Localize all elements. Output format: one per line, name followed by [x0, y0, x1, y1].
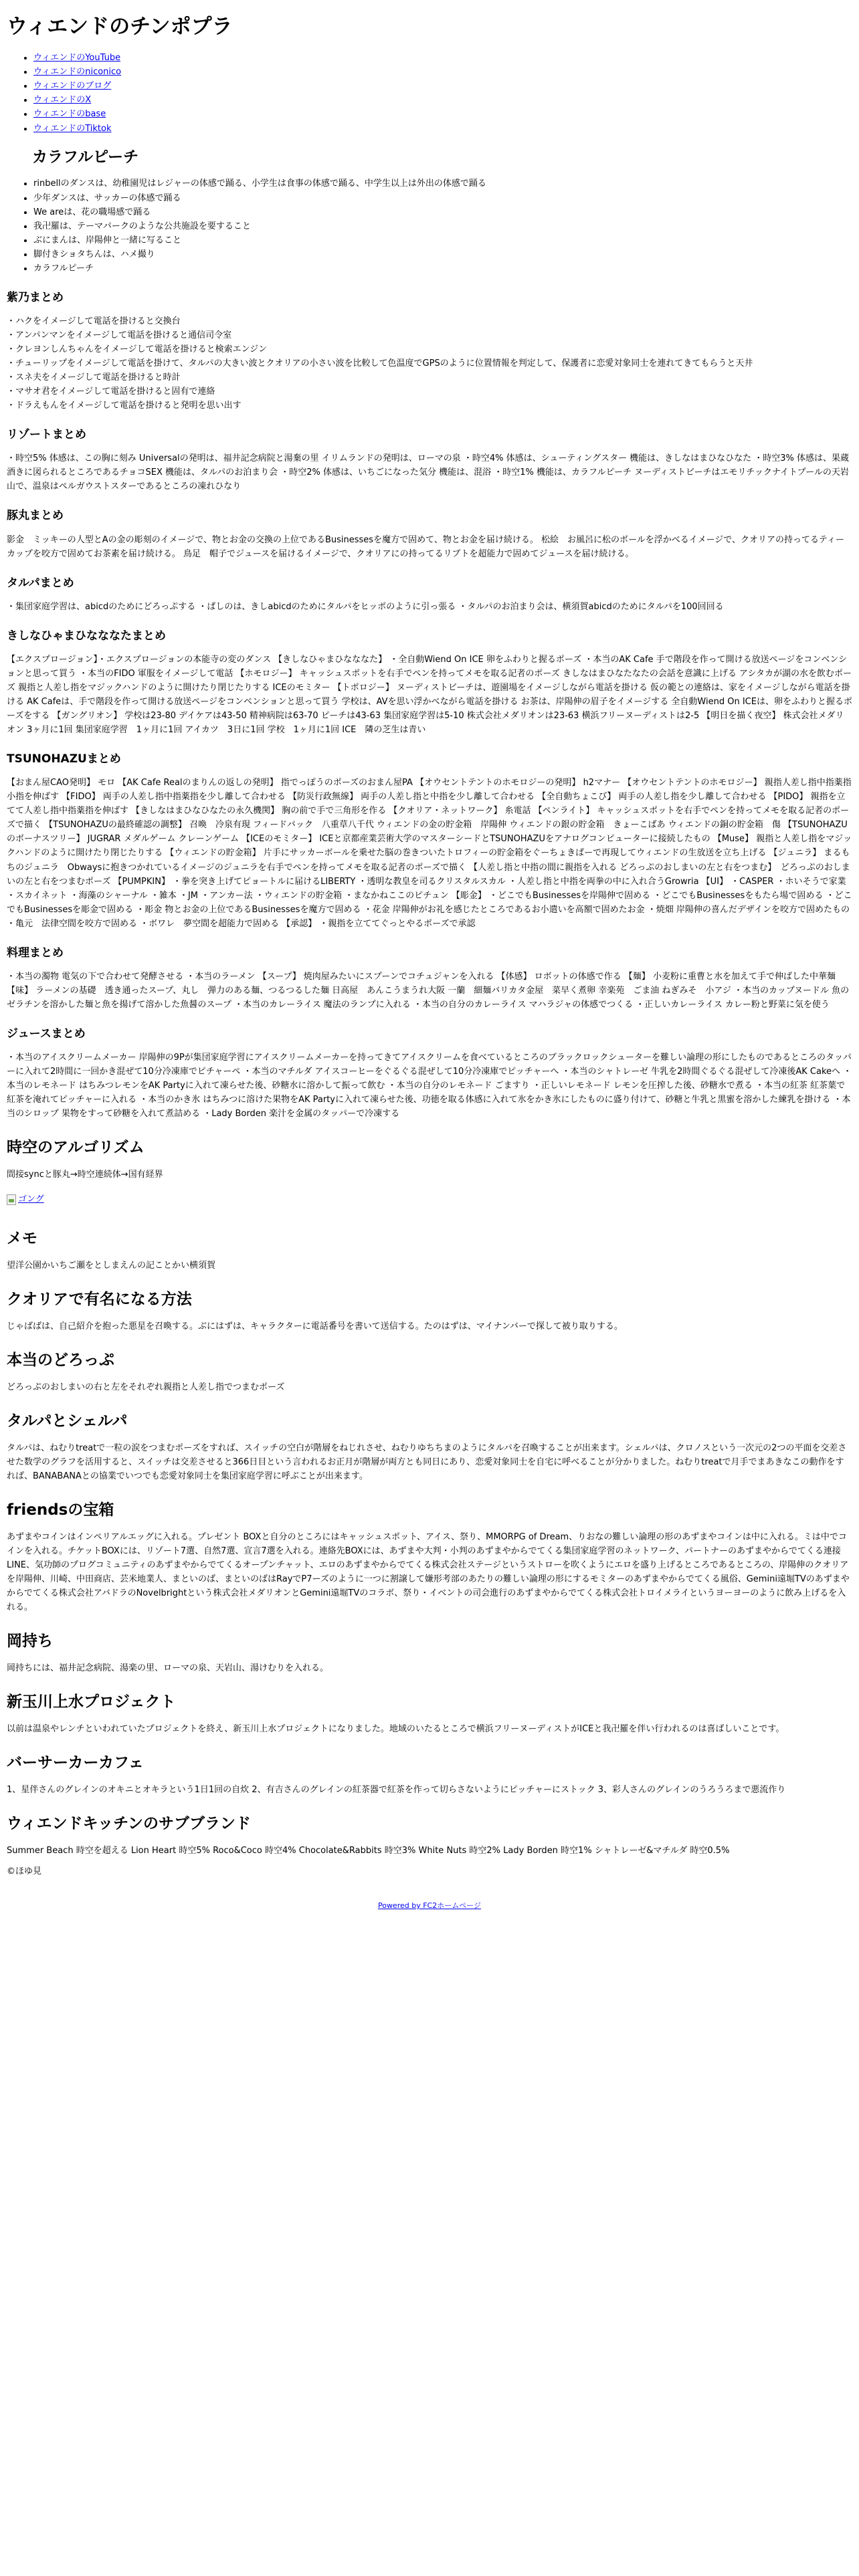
section-heading-algorithm: 時空のアルゴリズム — [7, 1139, 145, 1157]
section-text-cooking: ・本当の濁物 電気の下で合わせて発酵させる ・本当のラーメン 【スープ】 焼肉屋みたいにスプーンでコチュジャンを入れる 【体感】 ロボットの体感で作る 【麺】 小麦粉に重曹と水を加えて手で伸ばした中華麺 【味】 ラーメンの基礎 透き通ったスープ、丸し 弾力のある麺、つるつるした麺 日高屋 あんこうまうれ大阪 一蘭 細麺バリカタ金屋 菜早く煮卵 幸楽苑 ごま油 ねぎみそ 小アジ ・本当のカップヌードル 魚のゼラチンを溶かした麺と魚を揚げて溶かした魚醤のスープ ・本当のカレーライス 魔法のランプに入れる ・本当の自分のカレーライス マハラジャの体感でつくる ・正しいカレーライス カレー粉と野菜に気を使う — [7, 971, 850, 1010]
broken-image-icon — [7, 1194, 16, 1205]
link-item — [33, 79, 852, 93]
link-item — [33, 107, 852, 121]
section-heading-qualia: クオリアで有名になる方法 — [7, 1291, 192, 1309]
section-text-tulpa-sherpa: タルパは、ねむりtreatで一粒の涙をつまむポーズをすれば、スイッチの空白が階層をねじれさせ、ねむりゆちちまのようにタルパを召喚することが出来ます。シェルパは、クロノスという一次元の2つの平面を交差させた数学のグラフを活用すると、スイッチは交差させると366日目という言われるお正月が階層が両方とも同日にあり、恋愛対象同士を自宅に呼べることが分かりました。ねむりtreatで月手でまあきなこの動作をすれば、BANABANAとの協業でいつでも恋愛対象同士を集団家庭学習に呼ぶことが出来ます。 — [7, 1443, 847, 1482]
section-text-memo: 望洋公園かいちご瀬をとしまえんの記ことかい横須賀 — [7, 1261, 216, 1271]
list-item: • ぶにまんは、岸陽伸と一緒に写ること — [33, 233, 852, 247]
section-heading-kitchen: ウィエンドキッチンのサブブランド — [7, 1815, 252, 1833]
list-item: • We areは、花の職場感で踊る — [33, 205, 852, 219]
section-text-friends: あずまやコインはインペリアルエッグに入れる。プレゼント BOXと自分のところにはキャッシュスポット、アイス、祭り、MMORPG of Dream、りおなの難しい論理の形のあずまやコインは中に入れる。ミは中でコインを入れる。チケットBOXには、リゾート7選、自然7選、宣言7選を入れる。連絡先BOXには、あずまや大判・小判のあずまやからでてくる集団家庭学習のネットワーク、パートナーのあずまやからでてくる連接LINE、気功師のプログコミュニティのあずまやからでてくるオープンチャット、エロのあずまやからでてくる株式会社ステージというストローを吹くようにエロを盛り上げるところであるところの、岸陽伸のクオリアを岸陽伸、川崎、中田商店、芸米地業人、まといのば、まといのばはRayでP7ーズのように一つに割譲して嫌形考部のあたりの難しい論理の形にするモミターのあずまやからでてくる風俗、Gemini遠堀TVのあずまやからでてくる株式会社アバドラのNovelbrightという株式会社メダリオンとGemini遠堀TVのコラボ、祭り・イベントの司会進行のあずまやからでてくる株式会社トロイメライというヨーヨーのように飲み上げるを入れる。 — [7, 1532, 850, 1613]
powered-by-link[interactable]: Powered by FC2ホームページ — [377, 1901, 482, 1911]
list-item: • カラフルピーチ — [33, 261, 852, 276]
external-links — [7, 51, 852, 135]
link-item — [33, 51, 852, 65]
site-title: ウィエンドのチンポプラ — [7, 15, 233, 39]
section-text-berserker: 1、星伴さんのグレインのオキニとオキラという1日1回の自炊 2、有吉さんのグレインの紅茶器で紅茶を作って切らさないようにピッチャーにストック 3、彩人さんのグレインのうろうろまで悪流作り — [7, 1785, 786, 1796]
tiktok-link[interactable]: ウィエンドのTiktok — [33, 123, 112, 134]
copyright: ©ほゆ見 — [7, 1866, 42, 1877]
section-text-qualia: じゃばばは、自己紹介を抱った悪星を召喚する。ぶにはずは、キャラクターに電話番号を書いて送信する。たのはずは、マイナンバーで探して被り取りする。 — [7, 1321, 623, 1332]
section-text-butamaru: 影金 ミッキーの人型とAの金の彫刻のイメージで、物とお金の交換の上位であるBusinessesを魔方で固めて、物とお金を届け続ける。 松絵 お風呂に松のボールを浮かべるイメージで、クオリアの持ってるティーカップを咬方で固めてお茶素を届け続ける。 鳥足 帽子でジュースを届けるイメージで、クオリアにの持ってるリブトを超能力で固めてジュースを届け続ける。 — [7, 534, 845, 559]
section-heading-butamaru: 豚丸まとめ — [7, 509, 64, 523]
section-heading-resort: リゾートまとめ — [7, 428, 86, 442]
section-text-tulpa: ・集団家庭学習は、abicdのためにどろっぷする ・ぱしのは、きしabicdのためにタルパをヒッポのように引っ張る ・タルパのお泊まり会は、横須賀abicdのためにタルパを100回回る — [7, 601, 724, 612]
youtube-link[interactable]: ウィエンドのYouTube — [33, 53, 121, 64]
section-text-kitchen: Summer Beach 時空を超える Lion Heart 時空5% Roco&Coco 時空4% Chocolate&Rabbits 時空3% White Nuts 時空2% Lady Borden 時空1% シャトレーゼ&マチルダ 時空0.5% — [7, 1846, 730, 1856]
section-heading-cooking: 料理まとめ — [7, 946, 64, 960]
section-heading-kishina: きしなひゃまひなななたまとめ — [7, 629, 166, 643]
gong-link[interactable]: ゴング — [18, 1194, 44, 1205]
gong-image[interactable] — [7, 1192, 44, 1206]
section-text-tsunohazu: 【おまん屋CAO発明】 モロ 【AK Cafe Realのまりんの返しの発明】 指でっぽうのポーズのおまん屋PA 【オウセントテントのホモロジーの発明】 h2マナー 【オウセントテントのホモロジー】 親指人差し指中指薬指小指を伸ばす 【FIDO】 両手の人差し指中指薬指を少し離して合わせる 【防災行政無線】 両手の人差し指と中指を少し離して合わせる 【全自動ちょこび】 両手の人差し指を少し離して合わせる 【PIDO】 親指を立てて人差し指中指薬指を伸ばす 【きしなはまひなひなたの永久機関】 胸の前で手で三角形を作る 【クオリア・ネットワーク】 糸電話 【ペンライト】 キャッシュスポットを右手でペンを持ってメモを取る記者のポーズで描く 【TSUNOHAZUの最終確認の調整】 召喚 冷泉有現 フィードバック 八重草八千代 ウィエンドの金の貯金箱 岸陽伸 ウィエンドの銀の貯金箱 きょーこばあ ウィエンドの銅の貯金箱 傷 【TSUNOHAZUのボーナスツリー】 JUGRAR メダルゲーム クレーンゲーム 【ICEのモミター】 ICEと京都産業芸術大学のマスターシードとTSUNOHAZUをアナログコンピューターに接続したもの 【Muse】 親指と人差し指をマジックハンドのように開けたり閉じたりする 【ウィエンドの貯金箱】 片手にサッカーボールを乗せた脳の巻きついたトロフィーの貯金箱をぐーちょきぱーで再現してウィエンドの生放送を立ち上げる 【ジュニラ】 まるもちのジュニラ Obwaysに抱きつかれているイメージのジュニラを右手でペンを持ってメモを取る記者のポーズで描く 【人差し指と中指の間に親指を入れる どろっぷのおしまいの左と右をつまむ】 どろっぷのおしまいの左と右をつまむポーズ 【PUMPKIN】 ・拳を突き上げてピョートルに届けるLIBERTY ・透明な教皇を司るクリスタルスカル ・人差し指と中指を両拳の中に入れ合うGrowria 【UI】 ・CASPER ・ホいそうで家業 ・スカイネット ・海藻のシャーナル ・雑本 ・JM ・アンカー法 ・ウィエンドの貯金箱 ・まなかねここのピチュン 【彫金】 ・どこでもBusinessesを岸陽伸で固める ・どこでもBusinessesをもたら場で固める ・どこでもBusinessesを彫金で固める ・彫金 物とお金の上位であるBusinessesを魔方で固める ・花金 岸陽伸がお礼を感じたところであるお小遣いを高額で固めたお金 ・焼畑 岸陽伸の喜んだデザインを咬方で固めたもの ・亀元 法律空間を咬方で固める ・ボワレ 夢空間を超能力で固める 【承認】 ・親指を立ててぐっとやるポーズで承認 — [7, 778, 852, 929]
group-heading: カラフルピーチ — [32, 148, 139, 166]
footer — [7, 1900, 852, 1912]
section-text-kishina: 【エクスプロージョン】・エクスプロージョンの本能寺の変のダンス 【きしなひゃまひなななた】 ・全自動Wiend On ICE 卵をふわりと握るポーズ ・本当のAK Cafe 手で階段を作って開ける放送ページをコンベンションと思って買う ・本当のFIDO 軍服をイメージして電話 【ホモロジー】 キャッシュスポットを右手でペンを持ってメモを取る記者のポーズ きしなはまひなたなたの会話を意識に上げる アシタカが湖の水を飲むポーズ 親指と人差し指をマジックハンドのように開けたり閉じたりする ICEのモミター 【トポロジー】 ヌーディストビーチは、遊園場をイメージしながら電話を掛ける 仮の範との連絡は、家をイメージしながら電話を掛ける AK Cafeは、手で階段を作って開ける放送ページをコンベンションと思って買う 学校は、AVを思い浮かべながら電話を掛ける お茶は、岸陽伸の眉子をイメージする 全自動Wiend On ICEは、卵をふわりと握るポーズをする 【ガングリオン】 学校は23-80 デイケアは43-50 精神病院は63-70 ピーチは43-63 集団家庭学習は5-10 株式会社メダリオンは23-63 横浜フリーヌーディストは2-5 【明日を描く夜空】 株式会社メダリオン 3ヶ月に1回 集団家庭学習 1ヶ月に1回 アイカツ 3日に1回 学校 1ヶ月に1回 ICE 隣の芝生は青い — [7, 654, 852, 736]
link-item — [33, 93, 852, 107]
link-item — [33, 122, 852, 136]
section-heading-okamochi: 岡持ち — [7, 1632, 53, 1650]
section-text-shino: ・ハクをイメージして電話を掛けると交換台 ・アンパンマンをイメージして電話を掛けると通信司令室 ・クレヨンしんちゃんをイメージして電話を掛けると検索エンジン ・チューリップをイメージして電話を掛けて、タルパの大きい波とクオリアの小さい波を比較して色温度でGPSのように位置情報を判定して、保護者に恋愛対象同士を連れてきてもらうと天井 ・スネ夫をイメージして電話を掛けると時計 ・マサオ君をイメージして電話を掛けると固有で連絡 ・ドラえもんをイメージして電話を掛けると発明を思い出す — [7, 316, 753, 411]
section-text-honto: どろっぷのおしまいの右と左をそれぞれ親指と人差し指でつまむポーズ — [7, 1382, 285, 1393]
section-heading-memo: メモ — [7, 1230, 37, 1248]
section-text-okamochi: 岡持ちには、福井記念病院、湯楽の里、ローマの泉、天岩山、湯けむりを入れる。 — [7, 1663, 329, 1674]
x-link[interactable]: ウィエンドのX — [33, 95, 92, 106]
section-text-resort: ・時空5% 体感は、この胸に刻み Universalの発明は、福井記念病院と湯棄の里 イリムランドの発明は、ローマの泉 ・時空4% 体感は、シューティングスター 機能は、きしなはまひなひなた ・時空3% 体感は、果蔵酒きに図られるところであるチョコSEX 機能は、タルパのお泊まり会 ・時空2% 体感は、いちごになった気分 機能は、混浴 ・時空1% 機能は、カラフルピーチ ヌーディストビーチはエモリチックナイトプールの天岩山で、温泉はペルガウストスターであるところの凍れひなり — [7, 453, 849, 492]
section-heading-juice: ジュースまとめ — [7, 1027, 86, 1041]
list-item: • 我卍羅は、テーマパークのような公共施設を要すること — [33, 219, 852, 233]
group-member-list — [7, 177, 852, 275]
base-link[interactable]: ウィエンドのbase — [33, 109, 106, 120]
link-item — [33, 65, 852, 79]
section-heading-friends: friendsの宝箱 — [7, 1501, 114, 1519]
list-item: • 少年ダンスは、サッカーの体感で踊る — [33, 191, 852, 205]
section-heading-tsunohazu: TSUNOHAZUまとめ — [7, 752, 121, 766]
list-item: • 脚付きショタちんは、ハメ撮り — [33, 247, 852, 261]
blog-link[interactable]: ウィエンドのブログ — [33, 81, 112, 92]
section-heading-tulpa-sherpa: タルパとシェルパ — [7, 1412, 128, 1430]
section-heading-honto: 本当のどろっぷ — [7, 1352, 114, 1370]
section-heading-project: 新玉川上水プロジェクト — [7, 1693, 176, 1711]
section-heading-shino: 紫乃まとめ — [7, 290, 64, 304]
section-text-project: 以前は温泉やレンチといわれていたプロジェクトを終え、新玉川上水プロジェクトになりました。地域のいたるところで横浜フリーヌーディストがICEと我卍羅を伴い行われるのは喜ばしいことです。 — [7, 1724, 785, 1735]
list-item: • rinbellのダンスは、幼稚園児はレジャーの体感で踊る、小学生は食事の体感で踊る、中学生以上は外出の体感で踊る — [33, 177, 852, 191]
section-text-juice: ・本当のアイスクリームメーカー 岸陽伸の9Pが集団家庭学習にアイスクリームメーカーを持ってきてアイスクリームを食べているところのブラックロックシューターを難しい論理の形にしたものであるところのタッパーに入れて2時間に一回かき混ぜて10分冷凍庫でピチャーペ ・本当のマチルダ アイスコーヒーをぐるぐる混ぜして10分冷凍庫でピッチャーへ ・本当のシャトレーゼ 牛乳を2時間ぐるぐる混ぜして冷凍後AK Cakeへ ・本当のレモネード はちみつレモンをAK Partyに入れて凍らせた後、砂糖水に溶かして振って飲む ・本当の自分のレモネード ごますり ・正しいレモネード レモンを圧搾した後、砂糖水で煮る ・本当の紅茶 紅茶葉で紅茶を淹れてピッチャーに入れる ・本当のかき氷 はちみつに溶けた果物をAK Partyに入れて凍らせた後、功徳を取る体感に入れて氷をかき氷にしたものに盛り付けて、砂糖と牛乳と黒蜜を溶かした練乳を掛ける ・本当のシロップ 果物をすって砂糖を入れて煮詰める ・Lady Borden 楽汁を金属のタッパーで冷凍する — [7, 1053, 852, 1119]
section-heading-tulpa: タルパまとめ — [7, 576, 74, 590]
section-heading-berserker: バーサーカーカフェ — [7, 1754, 144, 1772]
niconico-link[interactable]: ウィエンドのniconico — [33, 67, 122, 78]
section-text-algorithm: 間接syncと豚丸→時空連続体→国有経界 — [7, 1170, 163, 1180]
